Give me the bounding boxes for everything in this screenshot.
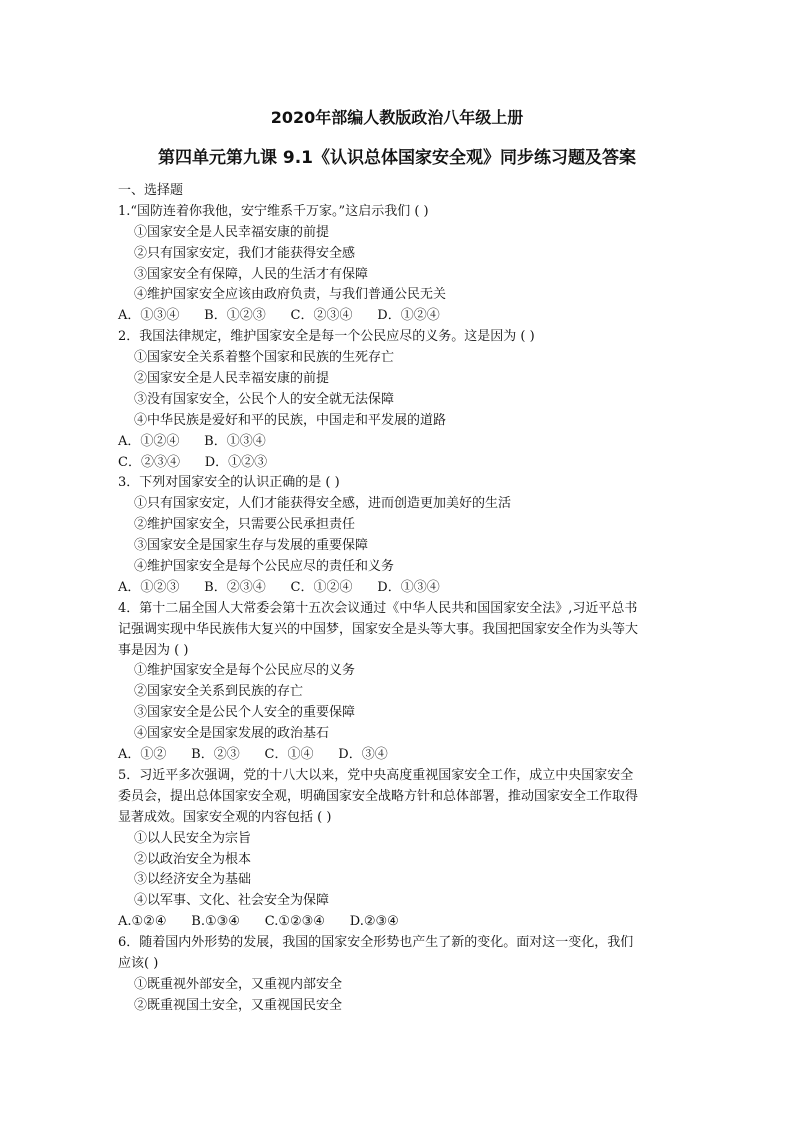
- option-4: ④中华民族是爱好和平的民族，中国走和平发展的道路: [134, 412, 447, 428]
- section-heading: 一、选择题: [118, 183, 184, 198]
- document-title: 2020年部编人教版政治八年级上册: [270, 108, 524, 127]
- option-1: ①既重视外部安全，又重视内部安全: [134, 976, 343, 992]
- answer-choices: A．①② B．②③ C．①④ D．③④: [118, 747, 388, 763]
- option-4: ④维护国家安全应该由政府负责，与我们普通公民无关: [134, 287, 447, 303]
- question-stem: 4．第十二届全国人大常委会第十五次会议通过《中华人民共和国国家安全法》,习近平总书: [118, 600, 638, 616]
- question-stem: 委员会，提出总体国家安全观，明确国家安全战略方针和总体部署，推动国家安全工作取得: [118, 788, 639, 804]
- option-2: ②国家安全关系到民族的存亡: [134, 684, 304, 700]
- document-body: [118, 181, 684, 1017]
- question-stem: 显著成效。国家安全观的内容包括 ( ): [118, 809, 332, 825]
- document-subtitle: 第四单元第九课 9.1《认识总体国家安全观》同步练习题及答案: [157, 148, 637, 168]
- answer-choices: A．①②③ B．②③④ C．①②④ D．①③④: [118, 579, 440, 595]
- option-4: ④维护国家安全是每个公民应尽的责任和义务: [134, 559, 395, 575]
- option-2: ②只有国家安定，我们才能获得安全感: [134, 245, 356, 261]
- option-1: ①维护国家安全是每个公民应尽的义务: [134, 663, 356, 679]
- answer-choices: C．②③④ D．①②③: [118, 454, 268, 470]
- question-1: [118, 202, 684, 327]
- question-stem: 1.“国防连着你我他，安宁维系千万家。”这启示我们 ( ): [118, 203, 429, 219]
- question-stem: 3．下列对国家安全的认识正确的是 ( ): [118, 475, 340, 491]
- question-stem: 应该( ): [118, 955, 159, 971]
- answer-choices: A.①②④ B.①③④ C.①②③④ D.②③④: [118, 914, 399, 930]
- option-2: ②维护国家安全，只需要公民承担责任: [134, 517, 356, 533]
- option-4: ④国家安全是国家发展的政治基石: [134, 726, 330, 742]
- question-6: [118, 933, 684, 1017]
- option-3: ③国家安全有保障，人民的生活才有保障: [134, 266, 369, 282]
- option-2: ②国家安全是人民幸福安康的前提: [134, 371, 330, 387]
- question-4: [118, 599, 684, 766]
- option-4: ④以军事、文化、社会安全为保障: [134, 893, 330, 909]
- option-1: ①国家安全是人民幸福安康的前提: [134, 224, 330, 240]
- option-1: ①只有国家安定，人们才能获得安全感，进而创造更加美好的生活: [134, 496, 512, 512]
- option-1: ①以人民安全为宗旨: [134, 830, 252, 846]
- option-3: ③没有国家安全，公民个人的安全就无法保障: [134, 391, 395, 407]
- question-stem: 5．习近平多次强调，党的十八大以来，党中央高度重视国家安全工作，成立中央国家安全: [118, 767, 634, 783]
- question-3: [118, 473, 684, 598]
- question-5: [118, 766, 684, 933]
- question-2: [118, 327, 684, 473]
- option-1: ①国家安全关系着整个国家和民族的生死存亡: [134, 350, 395, 366]
- answer-choices: A．①③④ B．①②③ C．②③④ D．①②④: [118, 308, 440, 324]
- question-stem: 记强调实现中华民族伟大复兴的中国梦，国家安全是头等大事。我国把国家安全作为头等大: [118, 621, 639, 637]
- option-2: ②既重视国土安全，又重视国民安全: [134, 997, 343, 1013]
- option-3: ③以经济安全为基础: [134, 872, 252, 888]
- question-stem: 2．我国法律规定，维护国家安全是每一个公民应尽的义务。这是因为 ( ): [118, 329, 535, 345]
- option-2: ②以政治安全为根本: [134, 851, 252, 867]
- question-stem: 事是因为 ( ): [118, 642, 189, 658]
- question-stem: 6．随着国内外形势的发展，我国的国家安全形势也产生了新的变化。面对这一变化，我们: [118, 935, 634, 951]
- option-3: ③国家安全是公民个人安全的重要保障: [134, 705, 356, 721]
- option-3: ③国家安全是国家生存与发展的重要保障: [134, 538, 369, 554]
- answer-choices: A．①②④ B．①③④: [118, 433, 266, 449]
